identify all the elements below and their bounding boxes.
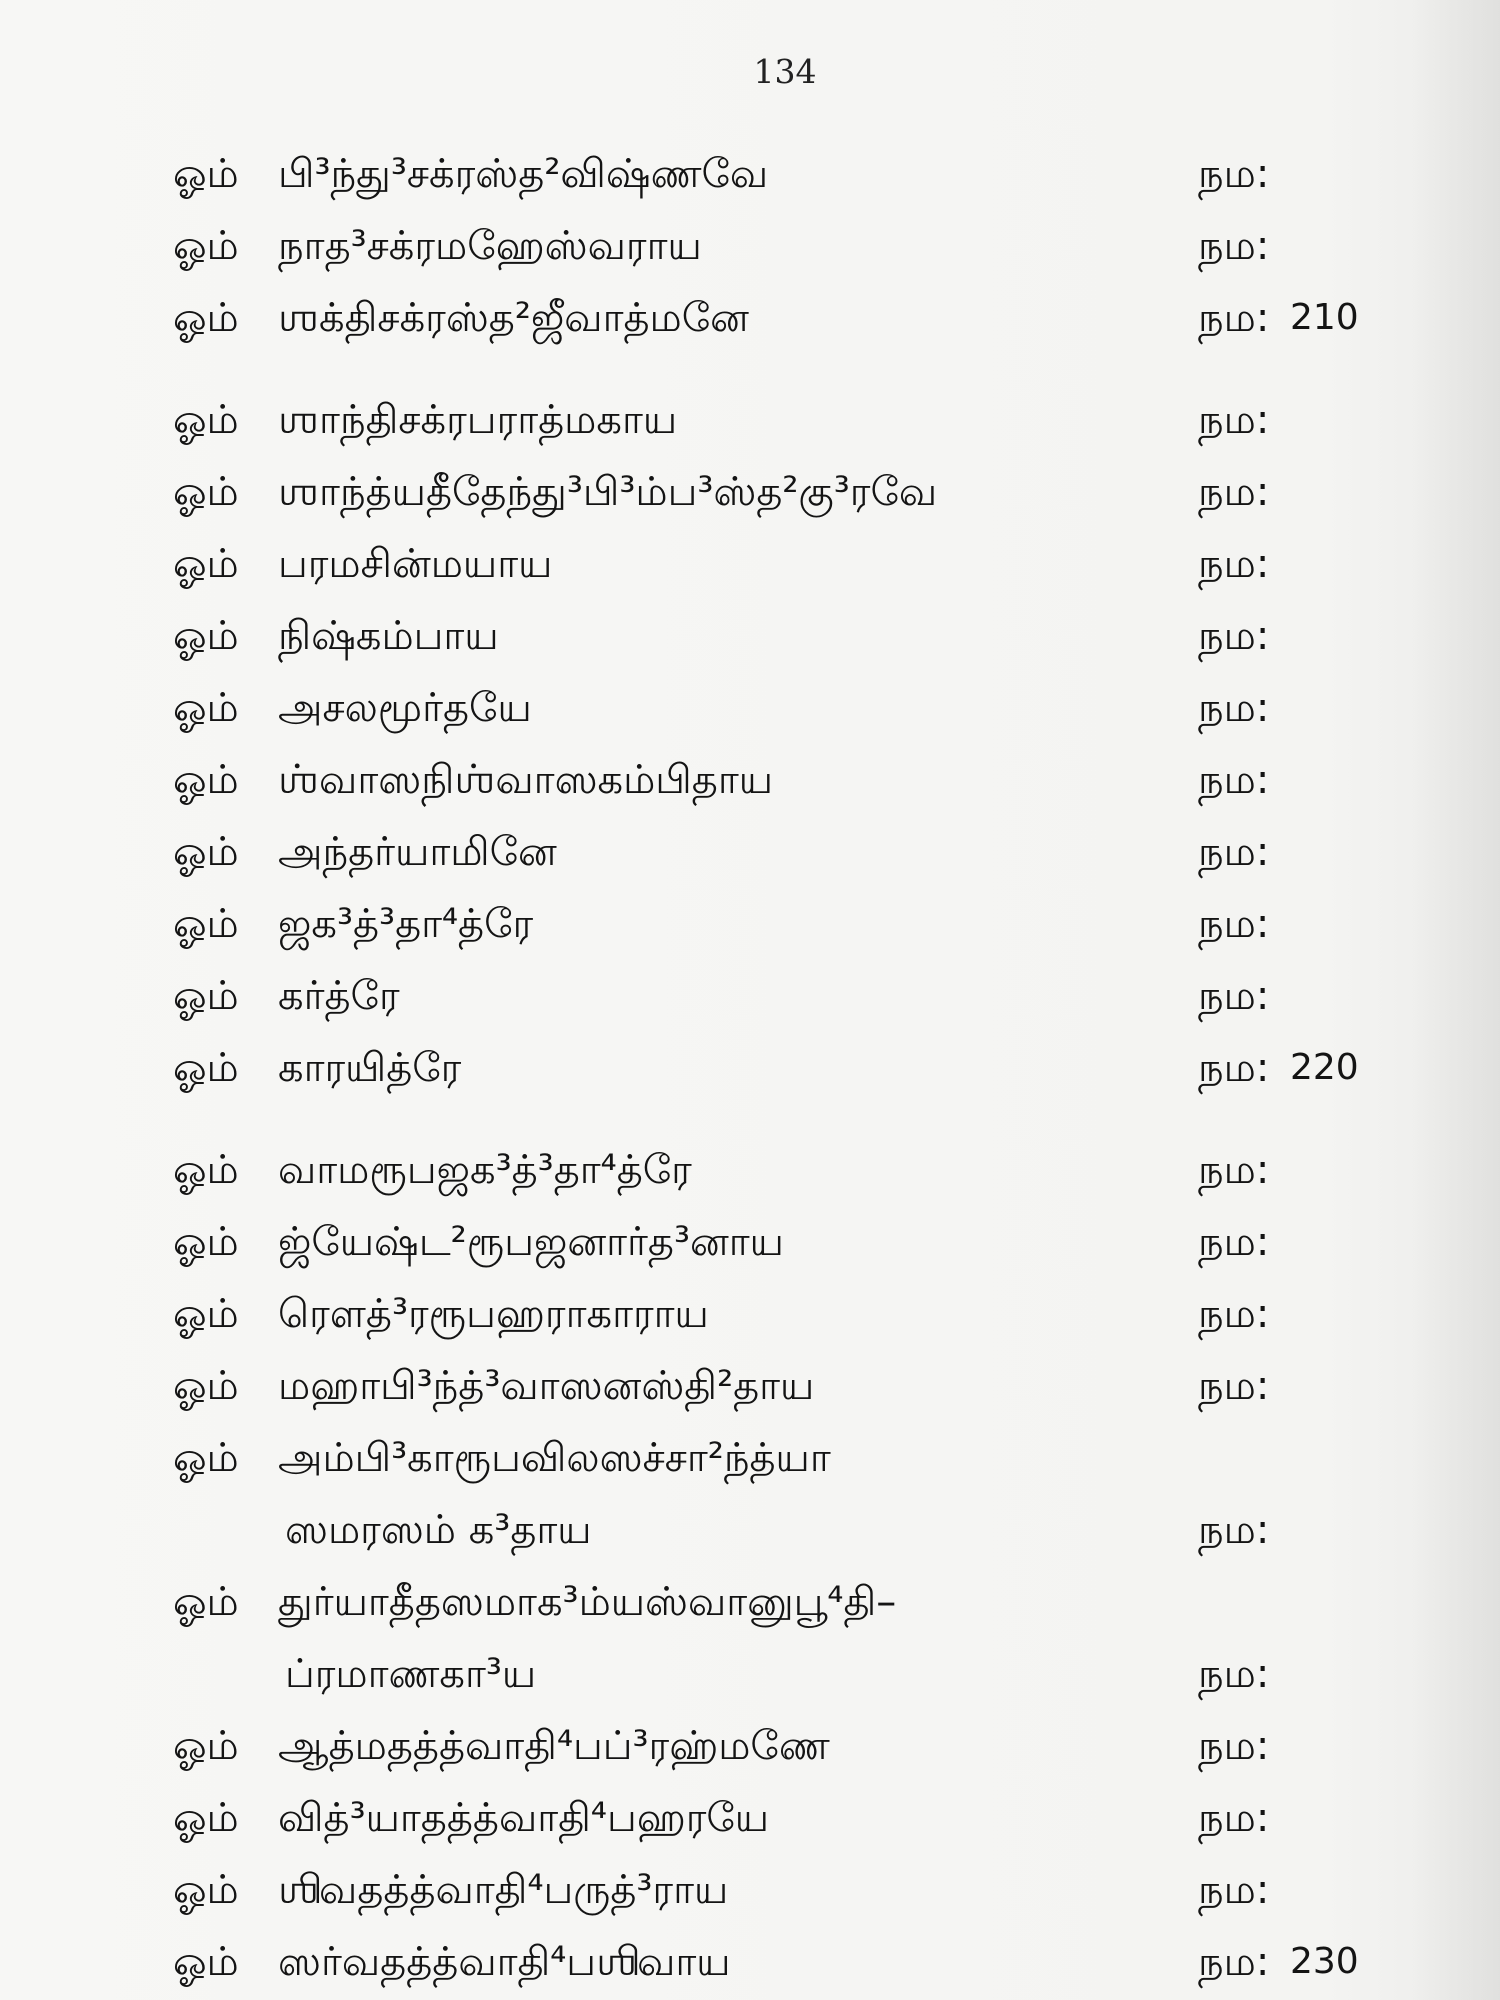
namah-suffix: நம: xyxy=(1198,973,1270,1019)
list-item xyxy=(0,1422,1500,1494)
list-item xyxy=(0,888,1500,960)
namah-suffix: நம: xyxy=(1198,541,1270,587)
namah-suffix: நம: xyxy=(1198,397,1270,443)
divine-name: ஶிவதத்த்வாதி⁴பருத்³ராய xyxy=(278,1867,729,1913)
namah-suffix: நம: xyxy=(1198,685,1270,731)
list-item xyxy=(0,1710,1500,1782)
namah-suffix: நம: xyxy=(1198,1795,1270,1841)
list-item xyxy=(0,282,1500,354)
list-item xyxy=(0,960,1500,1032)
name-count: 210 xyxy=(1290,297,1359,338)
om-prefix: ஓம் xyxy=(173,685,239,731)
divine-name: ஸமரஸம் க³தாய xyxy=(285,1507,592,1553)
namah-suffix: நம: xyxy=(1198,151,1270,197)
namah-suffix: நம: xyxy=(1198,1651,1270,1697)
list-item-continuation xyxy=(0,1494,1500,1566)
namah-suffix: நம: xyxy=(1198,223,1270,269)
om-prefix: ஓம் xyxy=(173,1435,239,1481)
om-prefix: ஓம் xyxy=(173,757,239,803)
divine-name: ஶக்திசக்ரஸ்த²ஜீவாத்மனே xyxy=(278,295,749,341)
divine-name: நாத³சக்ரமஹேஸ்வராய xyxy=(278,223,702,269)
list-item xyxy=(0,384,1500,456)
namah-suffix: நம: xyxy=(1198,469,1270,515)
om-prefix: ஓம் xyxy=(173,1723,239,1769)
list-item xyxy=(0,1782,1500,1854)
namah-suffix: நம: xyxy=(1198,1363,1270,1409)
divine-name: காரயித்ரே xyxy=(278,1045,462,1091)
divine-name: ஶாந்திசக்ரபராத்மகாய xyxy=(278,397,678,443)
divine-name: அசலமூர்தயே xyxy=(278,685,532,731)
list-item xyxy=(0,1926,1500,1998)
divine-name: துர்யாதீதஸமாக³ம்யஸ்வானுபூ⁴தி– xyxy=(278,1579,897,1625)
om-prefix: ஓம் xyxy=(173,1147,239,1193)
om-prefix: ஓம் xyxy=(173,469,239,515)
divine-name: பி³ந்து³சக்ரஸ்த²விஷ்ணவே xyxy=(278,151,769,197)
list-item xyxy=(0,744,1500,816)
om-prefix: ஓம் xyxy=(173,613,239,659)
list-item xyxy=(0,1032,1500,1104)
list-item xyxy=(0,1566,1500,1638)
namah-suffix: நம: xyxy=(1198,1939,1270,1985)
om-prefix: ஓம் xyxy=(173,973,239,1019)
list-item-continuation xyxy=(0,1638,1500,1710)
divine-name: வித்³யாதத்த்வாதி⁴பஹரயே xyxy=(278,1795,770,1841)
divine-name: ஆத்மதத்த்வாதி⁴பப்³ரஹ்மணே xyxy=(278,1723,830,1769)
om-prefix: ஓம் xyxy=(173,1795,239,1841)
name-list xyxy=(0,138,1500,1998)
namah-suffix: நம: xyxy=(1198,1219,1270,1265)
divine-name: நிஷ்கம்பாய xyxy=(278,613,499,659)
divine-name: கர்த்ரே xyxy=(278,973,400,1019)
list-item xyxy=(0,138,1500,210)
om-prefix: ஓம் xyxy=(173,901,239,947)
divine-name: ஶாந்த்யதீதேந்து³பி³ம்ப³ஸ்த²கு³ரவே xyxy=(278,469,938,515)
list-item xyxy=(0,1134,1500,1206)
namah-suffix: நம: xyxy=(1198,613,1270,659)
list-item xyxy=(0,1206,1500,1278)
list-item xyxy=(0,528,1500,600)
om-prefix: ஓம் xyxy=(173,1867,239,1913)
divine-name: ப்ரமாணகா³ய xyxy=(285,1651,537,1697)
namah-suffix: நம: xyxy=(1198,757,1270,803)
list-item xyxy=(0,210,1500,282)
namah-suffix: நம: xyxy=(1198,295,1270,341)
namah-suffix: நம: xyxy=(1198,1045,1270,1091)
om-prefix: ஓம் xyxy=(173,1363,239,1409)
list-item xyxy=(0,816,1500,888)
divine-name: வாமரூபஜக³த்³தா⁴த்ரே xyxy=(278,1147,692,1193)
list-item xyxy=(0,1350,1500,1422)
om-prefix: ஓம் xyxy=(173,151,239,197)
name-count: 220 xyxy=(1290,1047,1359,1088)
namah-suffix: நம: xyxy=(1198,901,1270,947)
divine-name: ஜ்யேஷ்ட²ரூபஜனார்த³னாய xyxy=(278,1219,784,1265)
page-number: 134 xyxy=(753,52,817,91)
namah-suffix: நம: xyxy=(1198,1291,1270,1337)
list-item xyxy=(0,456,1500,528)
list-item xyxy=(0,1854,1500,1926)
divine-name: மஹாபி³ந்த்³வாஸனஸ்தி²தாய xyxy=(278,1363,815,1409)
divine-name: ஜக³த்³தா⁴த்ரே xyxy=(278,901,534,947)
namah-suffix: நம: xyxy=(1198,1507,1270,1553)
divine-name: ஸர்வதத்த்வாதி⁴பஶிவாய xyxy=(278,1939,731,1985)
om-prefix: ஓம் xyxy=(173,397,239,443)
om-prefix: ஓம் xyxy=(173,541,239,587)
list-item xyxy=(0,1278,1500,1350)
om-prefix: ஓம் xyxy=(173,1939,239,1985)
divine-name: அந்தர்யாமினே xyxy=(278,829,557,875)
om-prefix: ஓம் xyxy=(173,1291,239,1337)
om-prefix: ஓம் xyxy=(173,295,239,341)
list-item xyxy=(0,672,1500,744)
namah-suffix: நம: xyxy=(1198,1723,1270,1769)
om-prefix: ஓம் xyxy=(173,1579,239,1625)
om-prefix: ஓம் xyxy=(173,829,239,875)
divine-name: ரௌத்³ரரூபஹராகாராய xyxy=(278,1291,709,1337)
om-prefix: ஓம் xyxy=(173,1219,239,1265)
divine-name: பரமசின்மயாய xyxy=(278,541,553,587)
divine-name: அம்பி³காரூபவிலஸச்சா²ந்த்யா xyxy=(278,1435,831,1481)
om-prefix: ஓம் xyxy=(173,223,239,269)
om-prefix: ஓம் xyxy=(173,1045,239,1091)
list-item xyxy=(0,600,1500,672)
name-count: 230 xyxy=(1290,1941,1359,1982)
namah-suffix: நம: xyxy=(1198,1147,1270,1193)
namah-suffix: நம: xyxy=(1198,829,1270,875)
namah-suffix: நம: xyxy=(1198,1867,1270,1913)
divine-name: ஶ்வாஸநிஶ்வாஸகம்பிதாய xyxy=(278,757,774,803)
